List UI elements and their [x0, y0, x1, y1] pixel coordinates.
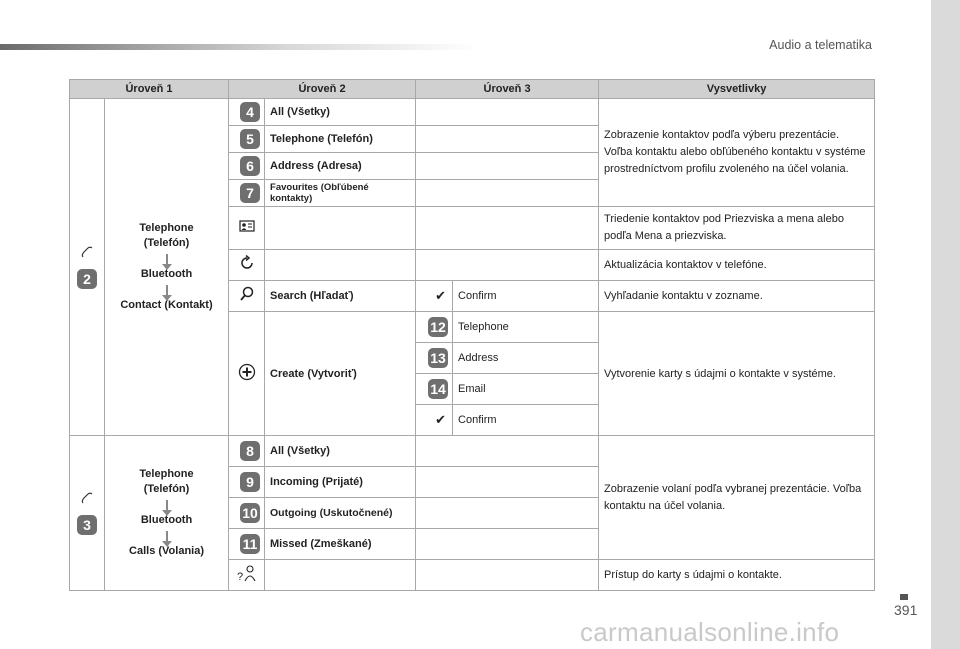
menu-item-label[interactable]: Search (Hľadať) [265, 281, 416, 312]
level2-line: Contact (Kontakt) [120, 299, 213, 311]
menu-item-label[interactable]: All (Všetky) [265, 436, 416, 467]
header-level1: Úroveň 1 [70, 80, 229, 99]
empty-cell [416, 436, 599, 467]
level3-label[interactable]: Email [453, 374, 599, 405]
page-marker [900, 594, 908, 600]
table-row [70, 436, 875, 467]
level3-label[interactable]: Confirm [453, 281, 599, 312]
callout-badge: 12 [428, 317, 448, 337]
callout-badge: 8 [240, 441, 260, 461]
callout-badge: 13 [428, 348, 448, 368]
level2-calls-cell [105, 436, 229, 591]
callout-badge: 2 [77, 269, 97, 289]
empty-cell [265, 250, 416, 281]
empty-cell [416, 529, 599, 560]
badge-cell [229, 180, 265, 207]
arrow-down-icon [166, 285, 168, 296]
badge-cell [229, 126, 265, 153]
empty-cell [416, 99, 599, 126]
phone-handset-icon [75, 491, 99, 509]
description: Aktualizácia kontaktov v telefóne. [599, 250, 875, 281]
refresh-icon[interactable] [229, 250, 265, 281]
empty-cell [416, 207, 599, 250]
empty-cell [265, 560, 416, 591]
badge-cell [416, 343, 453, 374]
badge-cell [229, 529, 265, 560]
level2-contacts-cell [105, 99, 229, 436]
description: Vyhľadanie kontaktu v zozname. [599, 281, 875, 312]
level2-line: Telephone [139, 222, 194, 234]
level1-contacts-cell [70, 99, 105, 436]
level2-line: Bluetooth [140, 514, 193, 526]
menu-item-label[interactable]: Address (Adresa) [265, 153, 416, 180]
description: Vytvorenie karty s údajmi o kontakte v systéme. [599, 312, 875, 436]
arrow-down-icon [166, 500, 168, 511]
badge-cell [229, 467, 265, 498]
level2-line: (Telefón) [143, 237, 190, 249]
level3-label[interactable]: Address [453, 343, 599, 374]
menu-item-label[interactable]: Favourites (Obľúbené kontakty) [265, 180, 416, 207]
description: Zobrazenie kontaktov podľa výberu prezentácie. Voľba kontaktu alebo obľúbeného kontaktu v systéme prostredníctvom profilu zvoleného na účel volania. [599, 99, 875, 207]
header-rule [0, 44, 480, 50]
menu-table [69, 79, 875, 591]
arrow-down-icon [166, 531, 168, 542]
badge-cell [229, 99, 265, 126]
empty-cell [416, 180, 599, 207]
callout-badge: 9 [240, 472, 260, 492]
callout-badge: 5 [240, 129, 260, 149]
callout-badge: 4 [240, 102, 260, 122]
description: Prístup do karty s údajmi o kontakte. [599, 560, 875, 591]
empty-cell [416, 153, 599, 180]
callout-badge: 3 [77, 515, 97, 535]
contact-question-icon[interactable] [229, 560, 265, 591]
callout-badge: 6 [240, 156, 260, 176]
plus-circle-icon[interactable] [229, 312, 265, 436]
menu-item-label[interactable]: Incoming (Prijaté) [265, 467, 416, 498]
menu-item-label[interactable]: Missed (Zmeškané) [265, 529, 416, 560]
badge-cell [416, 374, 453, 405]
menu-item-label[interactable]: Telephone (Telefón) [265, 126, 416, 153]
callout-badge: 14 [428, 379, 448, 399]
page-number: 391 [894, 602, 918, 618]
badge-cell [229, 498, 265, 529]
search-icon[interactable] [229, 281, 265, 312]
header-level2: Úroveň 2 [229, 80, 416, 99]
watermark: carmanualsonline.info [580, 617, 840, 647]
menu-item-label[interactable]: All (Všetky) [265, 99, 416, 126]
empty-cell [416, 498, 599, 529]
badge-cell [416, 312, 453, 343]
page-side-tab [931, 0, 960, 649]
level2-line: Calls (Volania) [129, 545, 204, 557]
svg-text:?: ? [236, 571, 243, 582]
arrow-down-icon [166, 254, 168, 265]
callout-badge: 11 [240, 534, 260, 554]
empty-cell [416, 560, 599, 591]
level1-calls-cell [70, 436, 105, 591]
menu-item-label[interactable]: Outgoing (Uskutočnené) [265, 498, 416, 529]
menu-item-label[interactable]: Create (Vytvoriť) [265, 312, 416, 436]
description: Zobrazenie volaní podľa vybranej prezentácie. Voľba kontaktu na účel volania. [599, 436, 875, 560]
level3-label[interactable]: Telephone [453, 312, 599, 343]
phone-handset-icon [75, 245, 99, 263]
badge-cell [229, 436, 265, 467]
empty-cell [416, 250, 599, 281]
callout-badge: 7 [240, 183, 260, 203]
checkmark-icon[interactable]: ✔ [416, 281, 453, 312]
badge-cell [229, 153, 265, 180]
section-title: Audio a telematika [769, 38, 872, 52]
checkmark-icon[interactable]: ✔ [416, 405, 453, 436]
level3-label[interactable]: Confirm [453, 405, 599, 436]
level2-line: Bluetooth [140, 268, 193, 280]
table-row [70, 99, 875, 126]
level2-line: (Telefón) [143, 483, 190, 495]
empty-cell [265, 207, 416, 250]
empty-cell [416, 467, 599, 498]
description: Triedenie kontaktov pod Priezviska a mena alebo podľa Mena a priezviska. [599, 207, 875, 250]
level2-line: Telephone [139, 468, 194, 480]
empty-cell [416, 126, 599, 153]
header-level3: Úroveň 3 [416, 80, 599, 99]
contact-card-icon[interactable] [229, 207, 265, 250]
callout-badge: 10 [240, 503, 260, 523]
table-header-row [70, 80, 875, 99]
header-explanations: Vysvetlivky [599, 80, 875, 99]
